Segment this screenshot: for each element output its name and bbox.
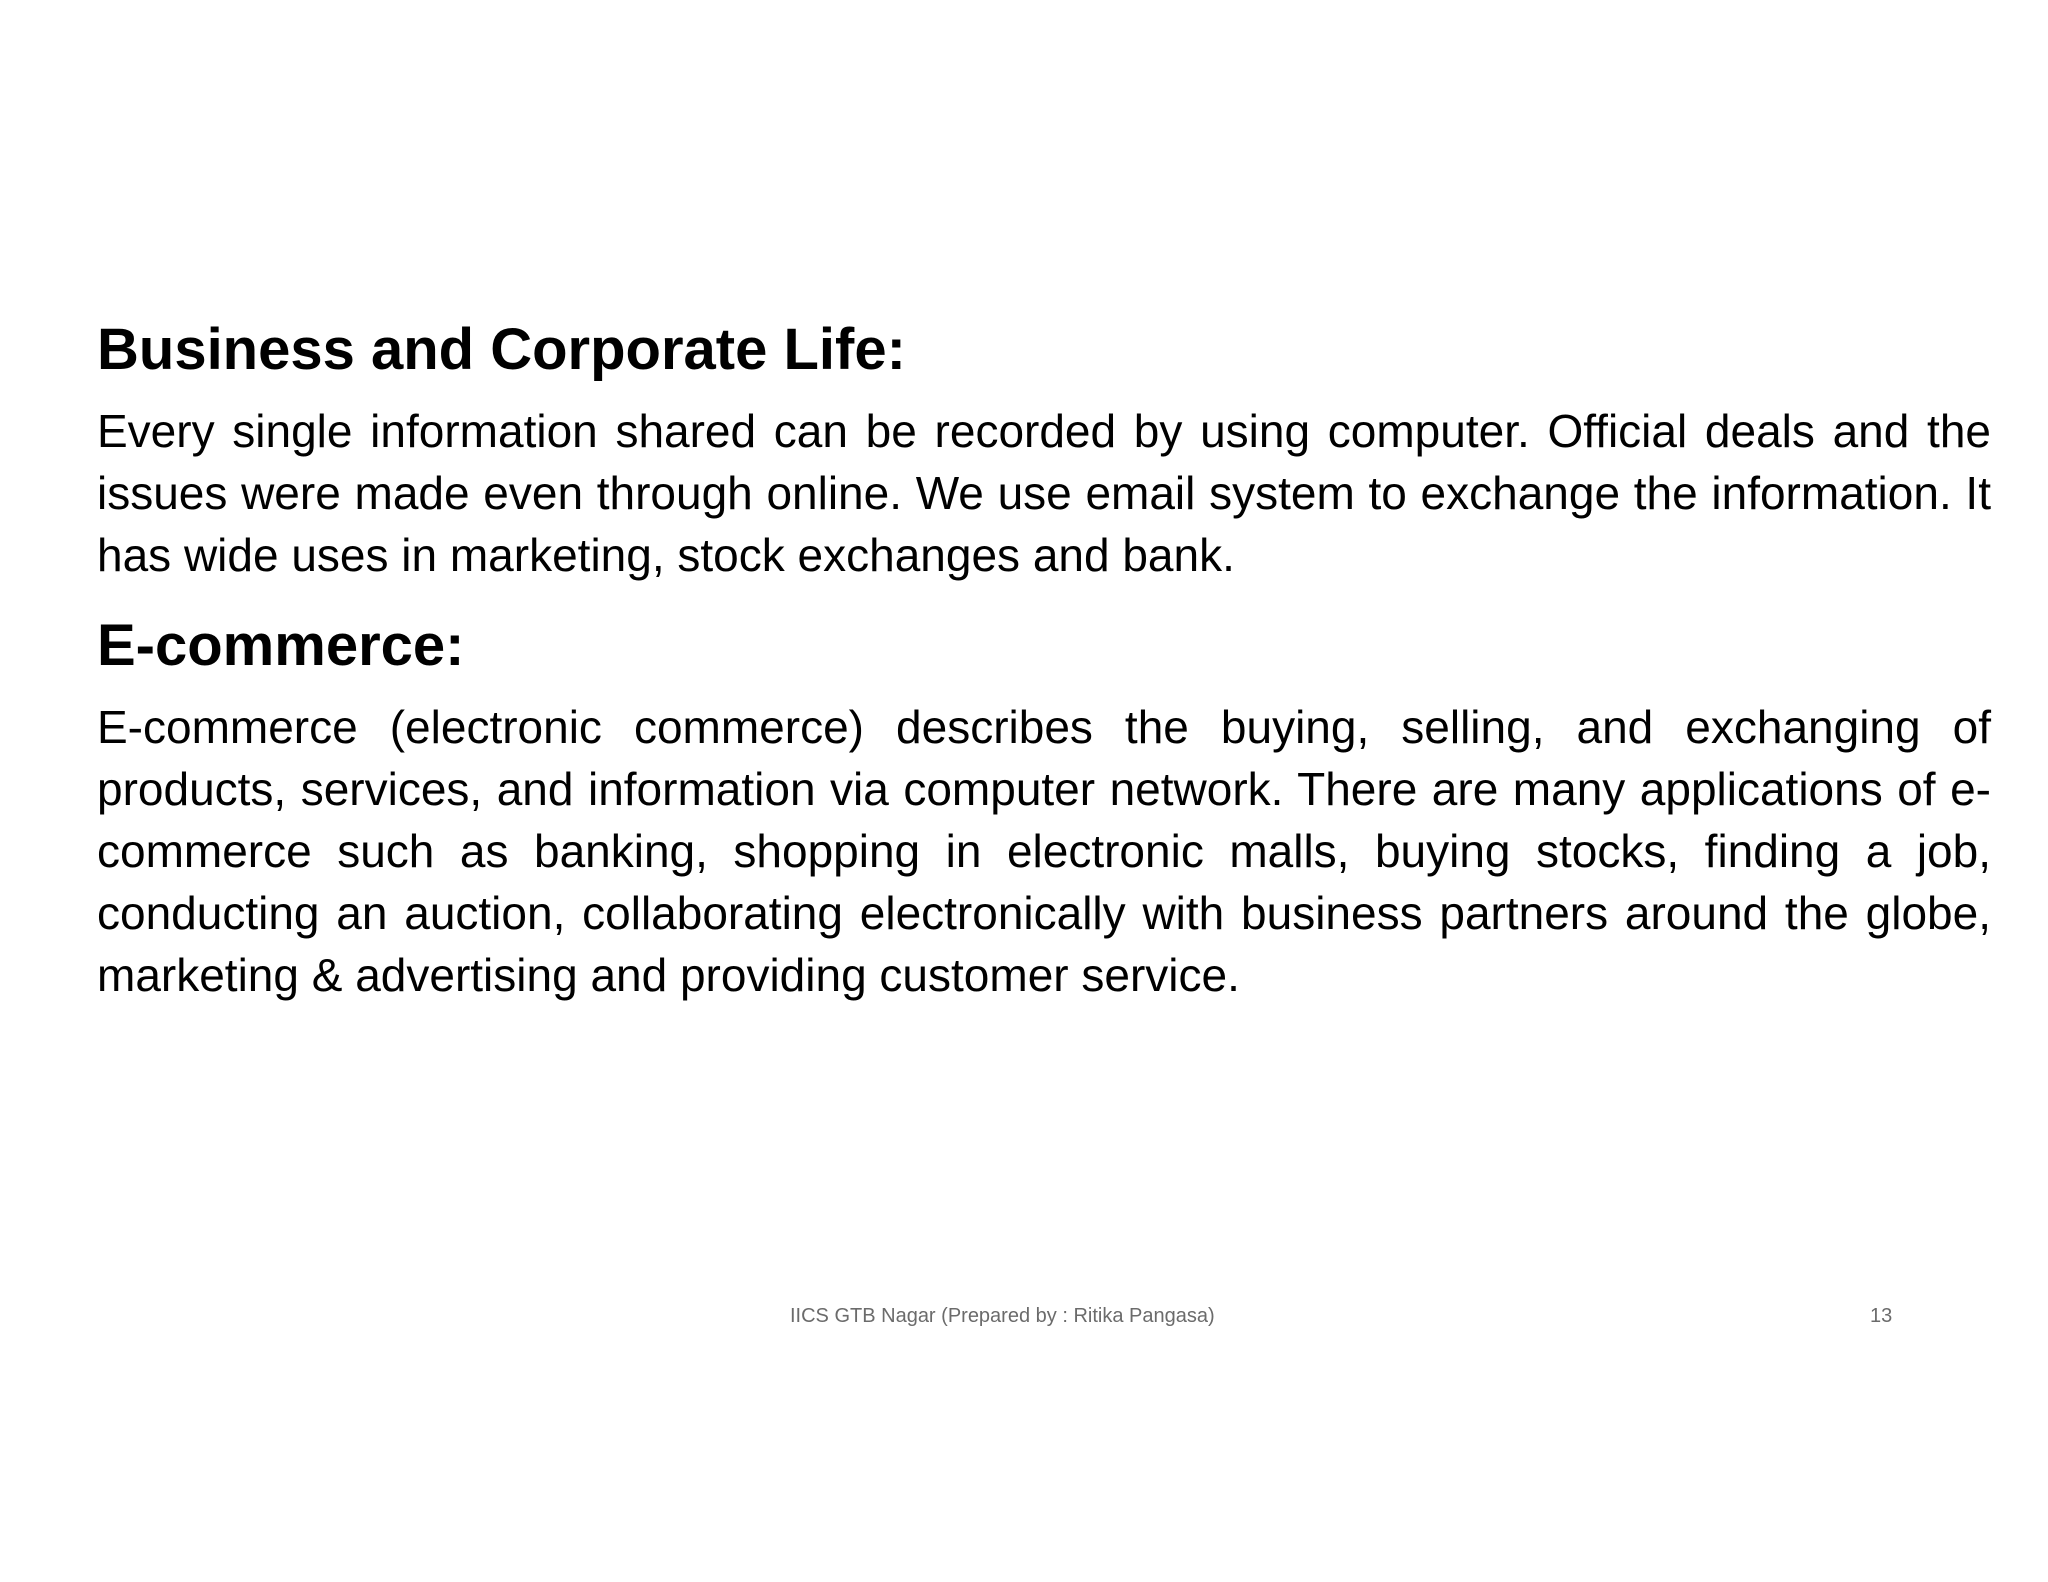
page-number: 13 <box>1870 1305 1893 1327</box>
section-title-ecommerce: E-commerce: <box>97 613 465 678</box>
slide-content <box>97 308 1991 1006</box>
section-body-ecommerce: E-commerce (electronic commerce) describes the buying, selling, and exchanging of products, services, and information via computer network. There are many applications of e-commerce such as banking, shopping in electronic malls, buying stocks, finding a job, conducting an auction, collaborating electronically with business partners around the globe, marketing & advertising and providing customer service. <box>97 701 1991 1001</box>
footer-text: IICS GTB Nagar (Prepared by : Ritika Pangasa) <box>790 1305 1215 1327</box>
section-body-business: Every single information shared can be recorded by using computer. Official deals and the issues were made even through online. We use email system to exchange the information. It has wide uses in marketing, stock exchanges and bank. <box>97 405 1991 581</box>
section-title-business: Business and Corporate Life: <box>97 317 906 382</box>
